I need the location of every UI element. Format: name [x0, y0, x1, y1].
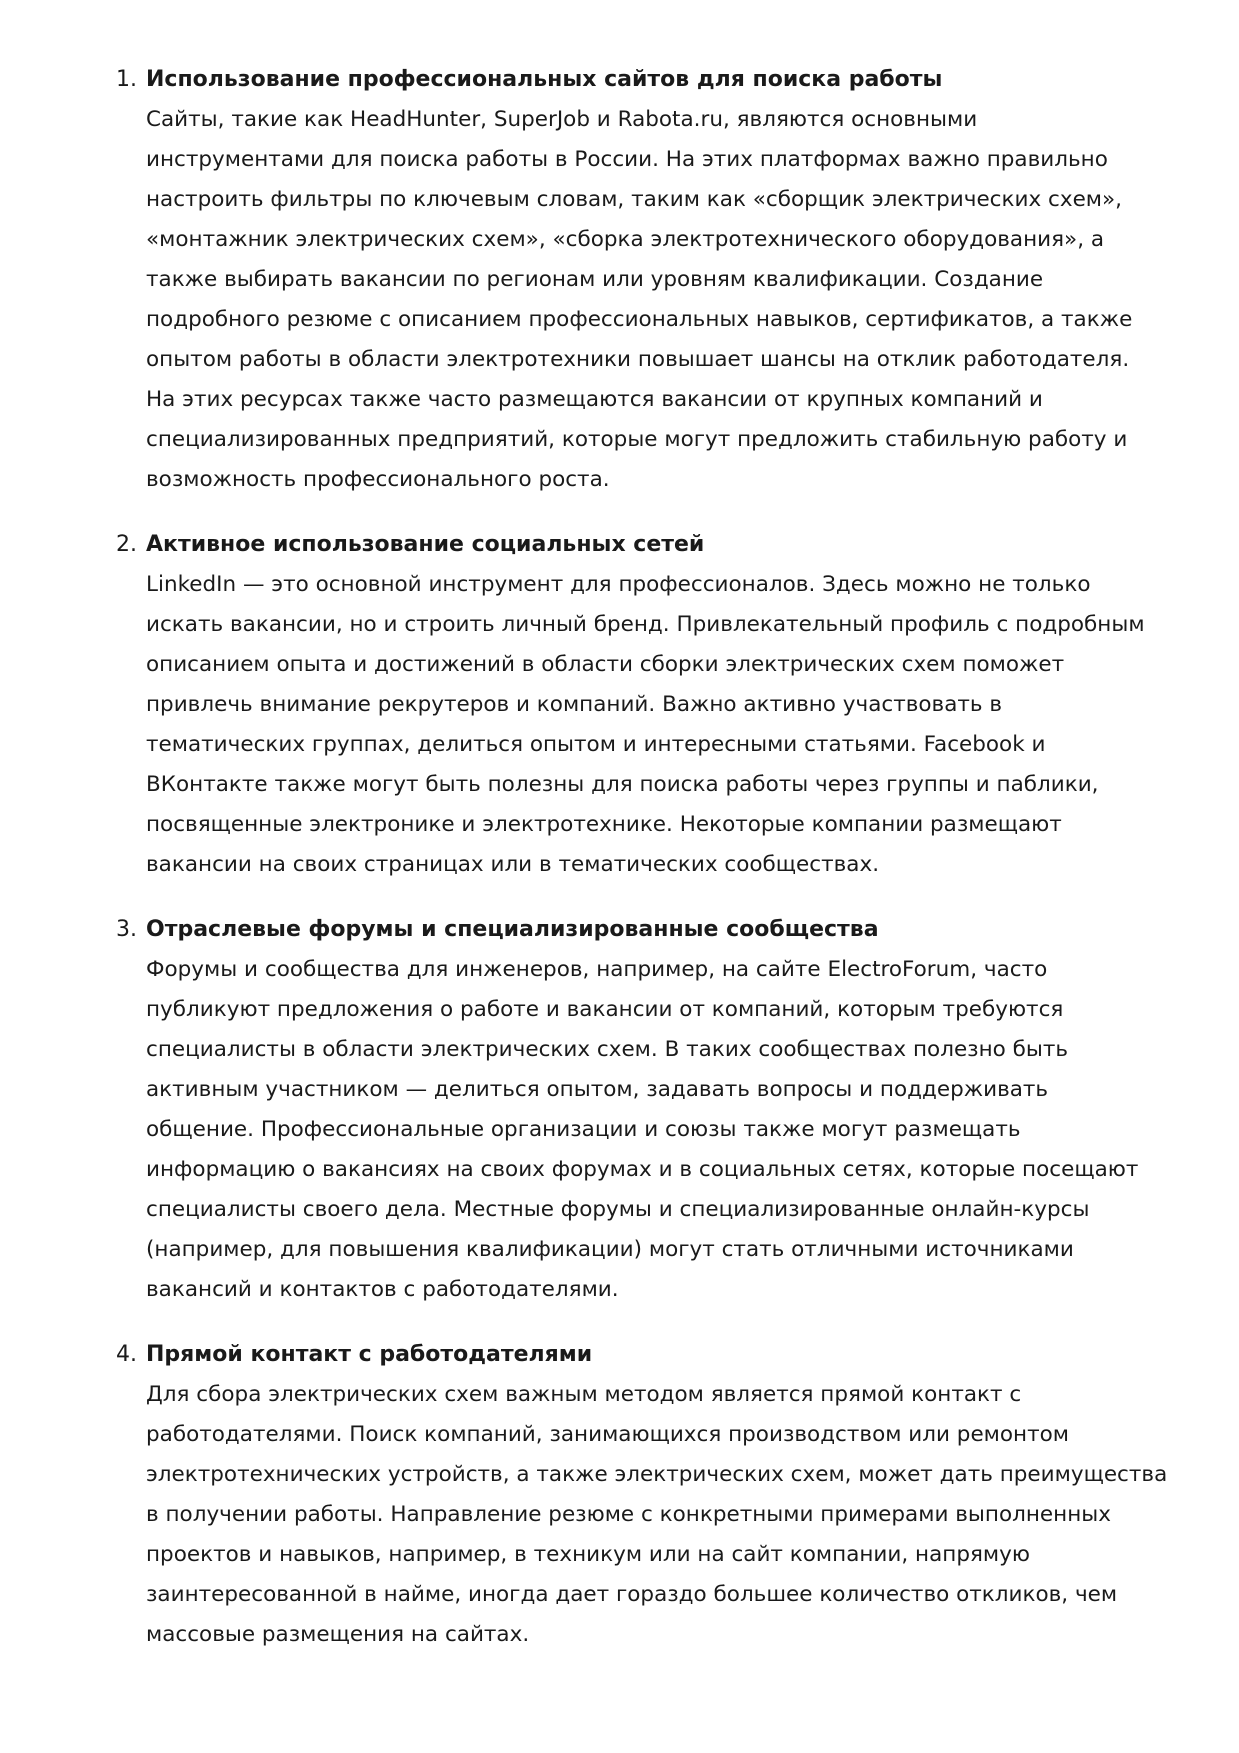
body-line: Для сбора электрических схем важным методом является прямой контакт с: [146, 1382, 1022, 1407]
list-item: [116, 525, 1156, 885]
body-line: привлечь внимание рекрутеров и компаний. Важно активно участвовать в: [146, 692, 1003, 717]
body-line: На этих ресурсах также часто размещаются вакансии от крупных компаний и: [146, 387, 1043, 412]
body-line: ВКонтакте также могут быть полезны для поиска работы через группы и паблики,: [146, 772, 1099, 797]
item-heading: Отраслевые форумы и специализированные сообщества: [146, 917, 879, 942]
body-line: инструментами для поиска работы в России. На этих платформах важно правильно: [146, 147, 1108, 172]
body-line: вакансии на своих страницах или в тематических сообществах.: [146, 852, 880, 877]
list-item: [116, 1335, 1168, 1655]
body-line: специалисты своего дела. Местные форумы и специализированные онлайн-курсы: [146, 1197, 1090, 1222]
item-heading: Прямой контакт с работодателями: [146, 1342, 593, 1367]
item-body: [146, 565, 1156, 885]
body-line: в получении работы. Направление резюме с конкретными примерами выполненных: [146, 1502, 1111, 1527]
body-line: (например, для повышения квалификации) могут стать отличными источниками: [146, 1237, 1074, 1262]
item-heading: Активное использование социальных сетей: [146, 532, 705, 557]
body-line: настроить фильтры по ключевым словам, таким как «сборщик электрических схем»,: [146, 187, 1123, 212]
item-body: [146, 950, 1156, 1310]
body-line: активным участником — делиться опытом, задавать вопросы и поддерживать: [146, 1077, 1049, 1102]
body-line: «монтажник электрических схем», «сборка электротехнического оборудования», а: [146, 227, 1105, 252]
item-body: [146, 100, 1156, 500]
item-number: 4.: [116, 1342, 137, 1367]
body-line: массовые размещения на сайтах.: [146, 1622, 530, 1647]
item-body: [146, 1375, 1168, 1655]
body-line: информацию о вакансиях на своих форумах и в социальных сетях, которые посещают: [146, 1157, 1139, 1182]
body-line: также выбирать вакансии по регионам или уровням квалификации. Создание: [146, 267, 1044, 292]
list-item: [116, 60, 1156, 500]
body-line: проектов и навыков, например, в техникум или на сайт компании, напрямую: [146, 1542, 1030, 1567]
body-line: вакансий и контактов с работодателями.: [146, 1277, 619, 1302]
item-heading: Использование профессиональных сайтов для поиска работы: [146, 67, 943, 92]
item-number: 2.: [116, 532, 137, 557]
body-line: подробного резюме с описанием профессиональных навыков, сертификатов, а также: [146, 307, 1133, 332]
body-line: специалисты в области электрических схем. В таких сообществах полезно быть: [146, 1037, 1069, 1062]
body-line: электротехнических устройств, а также электрических схем, может дать преимущества: [146, 1462, 1168, 1487]
body-line: публикуют предложения о работе и вакансии от компаний, которым требуются: [146, 997, 1064, 1022]
body-line: работодателями. Поиск компаний, занимающихся производством или ремонтом: [146, 1422, 1070, 1447]
body-line: искать вакансии, но и строить личный бренд. Привлекательный профиль с подробным: [146, 612, 1145, 637]
item-number: 1.: [116, 67, 137, 92]
body-line: тематических группах, делиться опытом и интересными статьями. Facebook и: [146, 732, 1046, 757]
body-line: описанием опыта и достижений в области сборки электрических схем поможет: [146, 652, 1065, 677]
body-line: посвященные электронике и электротехнике. Некоторые компании размещают: [146, 812, 1062, 837]
list-item: [116, 910, 1156, 1310]
body-line: возможность профессионального роста.: [146, 467, 610, 492]
body-line: опытом работы в области электротехники повышает шансы на отклик работодателя.: [146, 347, 1130, 372]
document-page: [116, 60, 1168, 1655]
body-line: специализированных предприятий, которые могут предложить стабильную работу и: [146, 427, 1128, 452]
item-number: 3.: [116, 917, 137, 942]
body-line: Сайты, такие как HeadHunter, SuperJob и Rabota.ru, являются основными: [146, 107, 978, 132]
numbered-list: [116, 60, 1168, 1655]
body-line: LinkedIn — это основной инструмент для профессионалов. Здесь можно не только: [146, 572, 1091, 597]
body-line: Форумы и сообщества для инженеров, например, на сайте ElectroForum, часто: [146, 957, 1048, 982]
body-line: общение. Профессиональные организации и союзы также могут размещать: [146, 1117, 1021, 1142]
body-line: заинтересованной в найме, иногда дает гораздо большее количество откликов, чем: [146, 1582, 1118, 1607]
